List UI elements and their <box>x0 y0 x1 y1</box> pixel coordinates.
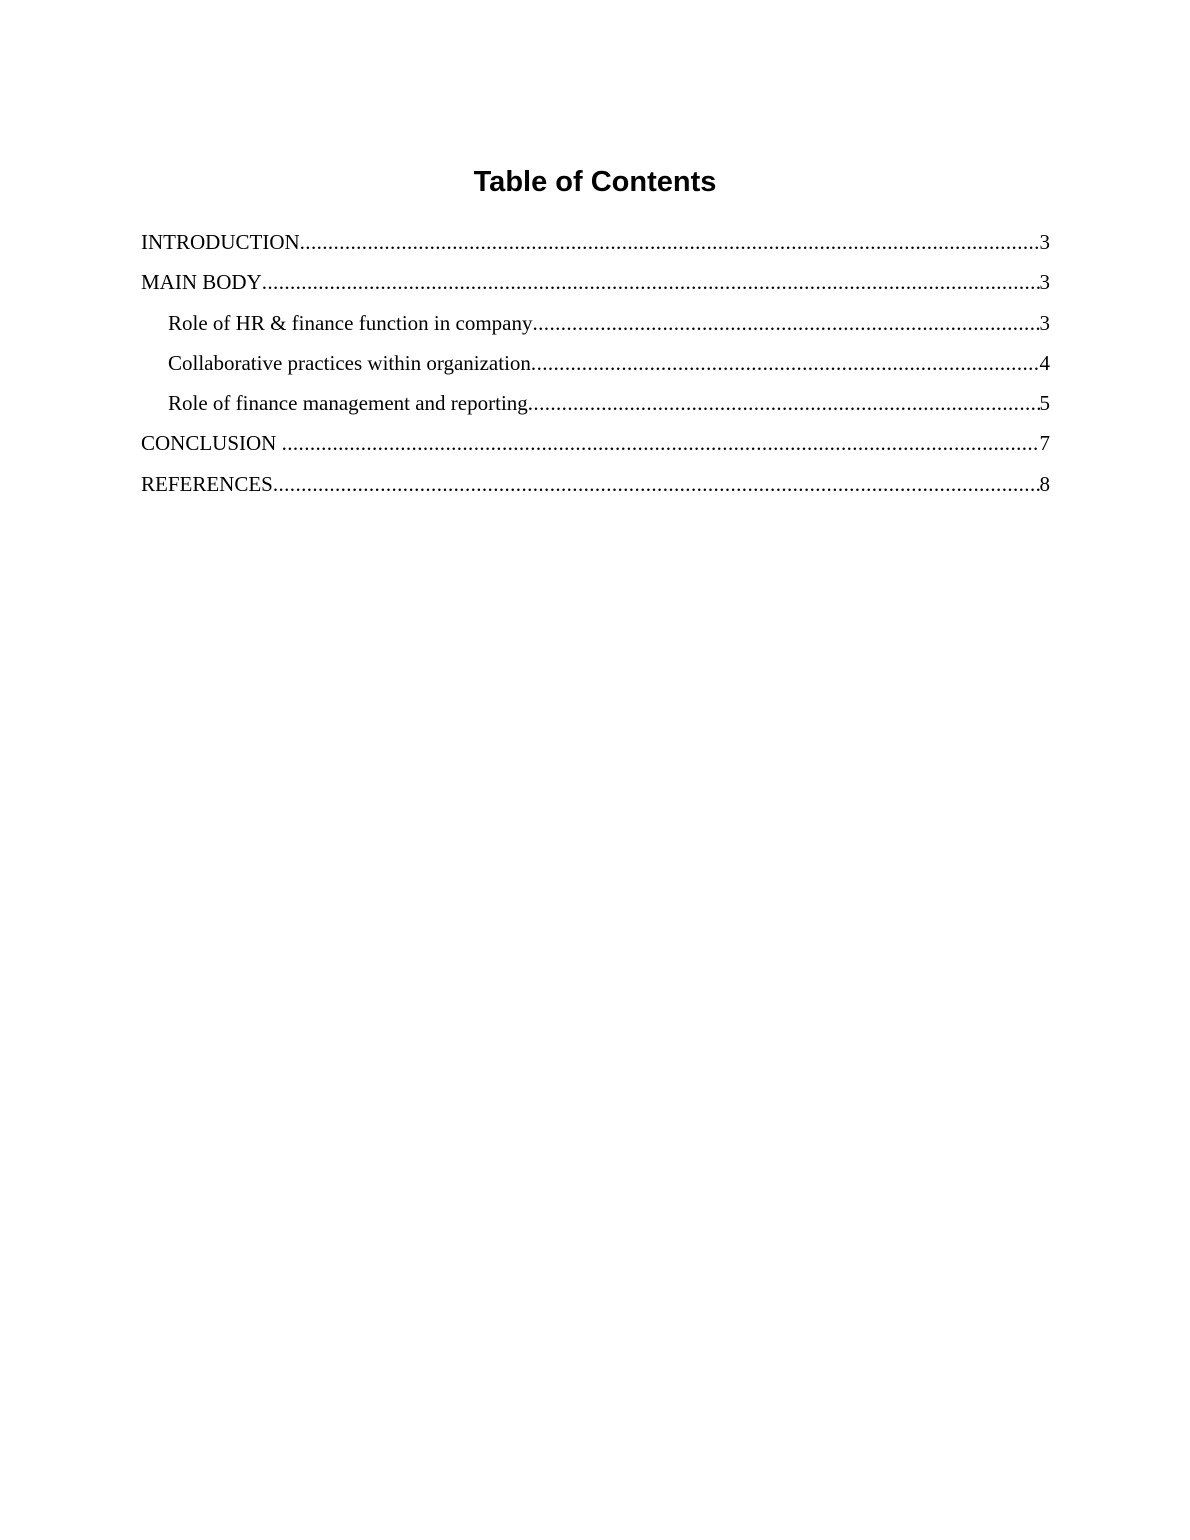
toc-entry-label: REFERENCES <box>141 471 273 496</box>
toc-entry-page-number: 3 <box>1039 310 1050 335</box>
toc-title: Table of Contents <box>473 166 717 198</box>
toc-entry-label: Collaborative practices within organization <box>168 350 531 375</box>
toc-dot-leader <box>262 262 1040 302</box>
toc-entry-main-body[interactable] <box>141 262 1050 302</box>
toc-entry-page-number: 3 <box>1039 230 1050 254</box>
toc-dot-leader <box>528 383 1040 423</box>
toc-entry-conclusion[interactable] <box>141 423 1050 463</box>
toc-list <box>141 222 1050 504</box>
toc-entry-label: MAIN BODY <box>141 270 262 295</box>
toc-dot-leader <box>273 464 1040 504</box>
toc-entry-role-of-finance[interactable] <box>141 383 1050 423</box>
toc-dot-leader <box>282 423 1040 463</box>
toc-entry-page-number: 7 <box>1039 431 1050 456</box>
toc-entry-page-number: 4 <box>1039 350 1050 375</box>
toc-entry-label: Role of HR & finance function in company <box>168 310 533 335</box>
toc-entry-label: CONCLUSION <box>141 431 282 456</box>
toc-entry-page-number: 8 <box>1039 471 1050 496</box>
toc-entry-label: INTRODUCTION <box>141 230 300 254</box>
toc-dot-leader <box>531 343 1040 383</box>
toc-dot-leader <box>533 303 1040 343</box>
toc-entry-page-number: 3 <box>1039 270 1050 295</box>
toc-entry-label: Role of finance management and reporting <box>168 391 528 416</box>
toc-dot-leader <box>300 222 1040 262</box>
toc-entry-page-number: 5 <box>1039 391 1050 416</box>
toc-entry-introduction[interactable] <box>141 222 1050 262</box>
toc-entry-collaborative-practices[interactable] <box>141 343 1050 383</box>
toc-entry-role-of-hr[interactable] <box>141 303 1050 343</box>
toc-entry-references[interactable] <box>141 464 1050 504</box>
